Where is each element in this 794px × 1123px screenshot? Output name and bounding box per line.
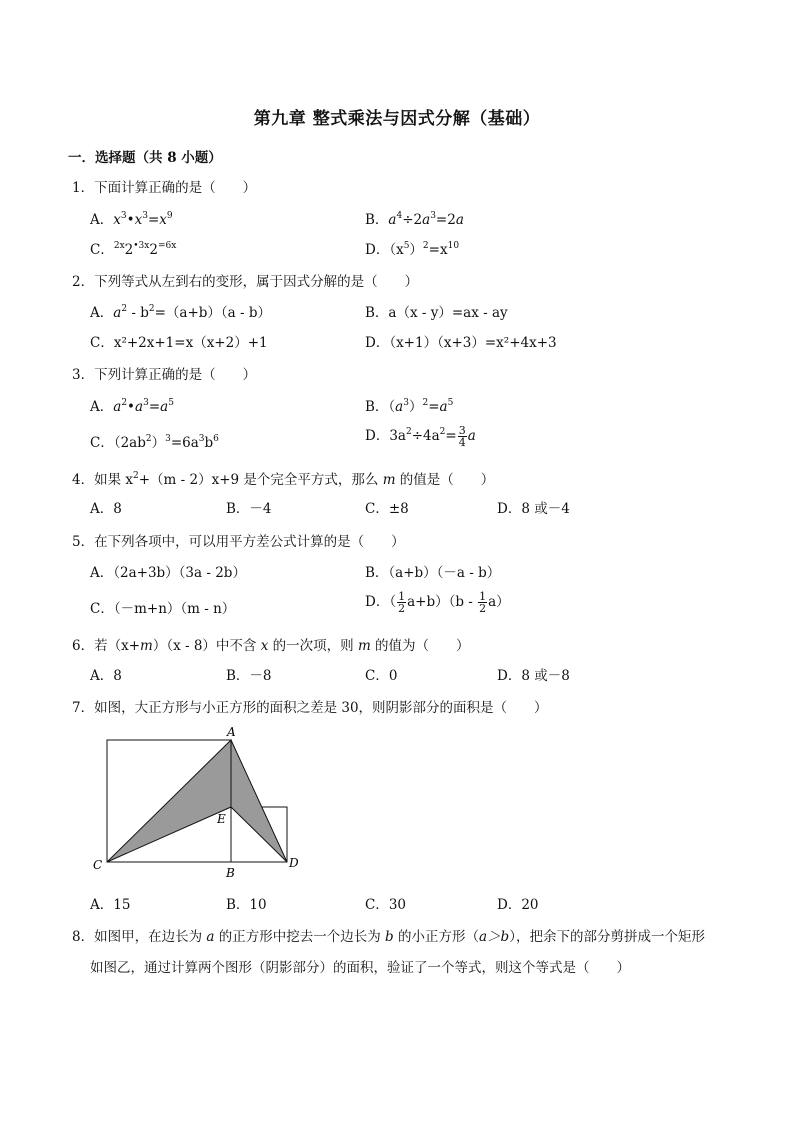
question-5-option-b: B．（a+b）（－a - b） <box>365 565 501 581</box>
question-3-option-b: B．$(a^3)^2=a^5$ <box>365 398 454 415</box>
question-5-option-a: A．（2a+3b）（3a - 2b） <box>90 565 246 581</box>
question-2-option-a: A．$a^2 - b^2=(a+b)(a - b)$ <box>90 304 271 321</box>
question-3-option-c: C．$(2ab^2)^3=6a^3b^6$ <box>90 434 219 451</box>
question-2-option-b: B．a（x - y）=ax - ay <box>365 305 508 321</box>
question-4-option-d: D．8 或－4 <box>497 501 570 517</box>
question-4-option-c: C．±8 <box>365 501 409 517</box>
question-2-stem: 2．下列等式从左到右的变形，属于因式分解的是（ ） <box>72 274 419 290</box>
fraction: $\frac{1}{2}$ <box>398 590 406 615</box>
question-3-option-a: A．$a^2•a^3=a^5$ <box>90 398 174 415</box>
page-title: 第九章 整式乘法与因式分解（基础） <box>253 109 541 129</box>
question-7-option-b: B．10 <box>226 897 267 913</box>
fraction: $\frac{1}{2}$ <box>479 590 487 615</box>
question-4-option-b: B．－4 <box>226 501 272 517</box>
question-7-option-d: D．20 <box>497 897 539 913</box>
question-7-option-c: C．30 <box>365 897 407 913</box>
question-1-option-b: B．$a^4\div 2a^3=2a$ <box>365 211 464 228</box>
question-1-stem: 1．下面计算正确的是（ ） <box>72 180 257 196</box>
question-6-option-c: C．0 <box>365 668 398 684</box>
question-1-option-a: A．$x^3•x^3=x^9$ <box>90 211 173 228</box>
label-b: B <box>226 866 235 880</box>
question-5-stem: 5．在下列各项中，可以用平方差公式计算的是（ ） <box>72 534 405 550</box>
shaded-triangle-right <box>231 740 287 862</box>
question-3-stem: 3．下列计算正确的是（ ） <box>72 367 257 383</box>
question-1-option-d: D．$(x^5)^2=x^{10}$ <box>365 241 460 258</box>
question-8-line-2: 如图乙，通过计算两个图形（阴影部分）的面积，验证了一个等式，则这个等式是（ ） <box>90 960 630 976</box>
geometry-figure <box>88 722 318 882</box>
question-5-option-d: D．（ $\frac{1}{2}$ a+b）（b - $\frac{1}{2}$ a） <box>365 590 510 615</box>
question-7-option-a: A．15 <box>90 897 131 913</box>
question-6-stem: 6．若（x+m）（x - 8）中不含 x 的一次项，则 m 的值为（ ） <box>72 638 470 654</box>
question-7-stem: 7．如图，大正方形与小正方形的面积之差是 30，则阴影部分的面积是（ ） <box>72 700 548 716</box>
question-1-option-c: C．$^{2x}2^{•3x}2^{=6x}$ <box>90 241 177 258</box>
question-3-option-d: D．$3a^2\div 4a^2=$ $\frac{3}{4}$ a <box>365 424 476 449</box>
question-6-option-b: B．－8 <box>226 668 272 684</box>
section-heading: 一．选择题（共 8 小题） <box>68 150 222 166</box>
question-4-stem: 4．如果 $x^2+(m - 2)x+9$ 是个完全平方式，那么 m 的值是（ ） <box>72 471 495 488</box>
label-a: A <box>227 725 236 739</box>
question-2-option-c: C．x²+2x+1=x（x+2）+1 <box>90 335 268 351</box>
question-6-option-d: D．8 或－8 <box>497 668 570 684</box>
question-6-option-a: A．8 <box>90 668 122 684</box>
question-8-line-1: 8．如图甲，在边长为 a 的正方形中挖去一个边长为 b 的小正方形（a＞b），把余下的部分剪拼成一个矩形 <box>72 929 705 945</box>
label-e: E <box>217 812 226 826</box>
shaded-triangle-left <box>107 740 231 862</box>
question-5-option-c: C．（－m+n）（m - n） <box>90 601 236 617</box>
question-2-option-d: D．（x+1）（x+3）=x²+4x+3 <box>365 335 557 351</box>
label-d: D <box>289 856 299 870</box>
fraction: $\frac{3}{4}$ <box>458 424 466 449</box>
question-4-option-a: A．8 <box>90 501 122 517</box>
label-c: C <box>93 858 103 872</box>
